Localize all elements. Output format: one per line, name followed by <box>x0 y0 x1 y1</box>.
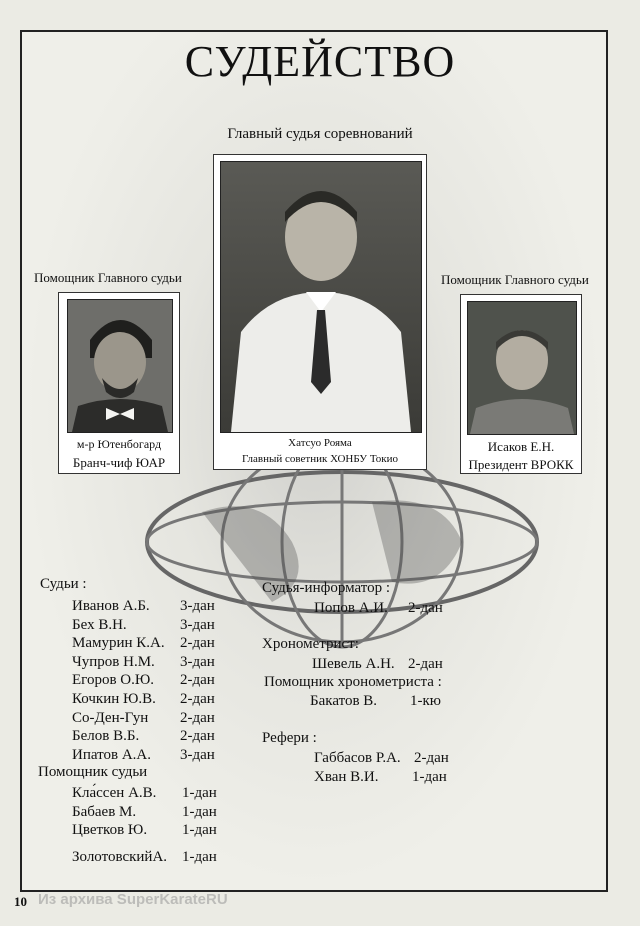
list-item: Хван В.И. 1-дан <box>314 768 447 785</box>
right-assistant-caption: Помощник Главного судьи <box>441 272 589 287</box>
list-item: Мамурин К.А. 2-дан <box>72 635 215 652</box>
judges-list <box>72 597 215 764</box>
timekeeper-assistant-entry: Бакатов В. 1-кю <box>310 693 441 709</box>
left-assistant-line2: Бранч-чиф ЮАР <box>72 455 166 470</box>
referees-heading: Рефери : <box>262 730 317 746</box>
informer-heading: Судья-информатор : <box>262 580 391 596</box>
left-assistant-portrait-icon <box>68 300 172 432</box>
left-assistant-caption: Помощник Главного судьи <box>34 270 182 285</box>
page-title: СУДЕЙСТВО <box>184 37 456 86</box>
assistant-judges-list <box>72 784 217 866</box>
list-item: Белов В.Б. 2-дан <box>72 728 215 745</box>
list-item: Со-Ден-Гун 2-дан <box>72 709 215 726</box>
right-assistant-photo <box>467 301 577 435</box>
left-assistant-card <box>58 292 180 474</box>
chief-judge-role: Главный советник ХОНБУ Токио <box>242 453 398 465</box>
list-item: Егоров О.Ю. 2-дан <box>72 672 215 689</box>
timekeeper-entry: Шевель А.Н. 2-дан <box>312 656 443 672</box>
right-assistant-card <box>460 294 582 474</box>
list-item: Цветков Ю. 1-дан <box>72 822 217 839</box>
left-assistant-photo <box>67 299 173 433</box>
chief-judge-name: Хатсуо Рояма <box>288 437 352 449</box>
right-assistant-line1: Исаков Е.Н. <box>487 439 555 454</box>
timekeeper-heading: Хронометрист: <box>262 636 359 652</box>
assistant-judges-heading: Помощник судьи <box>38 764 148 780</box>
chief-judge-card <box>213 154 427 470</box>
right-assistant-portrait-icon <box>468 302 576 434</box>
page-number: 10 <box>14 894 27 909</box>
list-item: Кочкин Ю.В. 2-дан <box>72 690 215 707</box>
list-item: Габбасов Р.А. 2-дан <box>314 750 449 766</box>
judges-heading: Судьи : <box>40 576 87 592</box>
left-assistant-line1: м-р Ютенбогард <box>76 437 162 451</box>
referees-list <box>314 749 449 786</box>
list-item: Бех В.Н. 3-дан <box>72 616 215 633</box>
list-item: Кла́ссен А.В. 1-дан <box>72 785 217 801</box>
timekeeper-assistant-heading: Помощник хронометриста : <box>264 674 442 690</box>
chief-judge-portrait-icon <box>221 162 421 432</box>
list-item: Иванов А.Б. 3-дан <box>72 598 215 614</box>
chief-caption: Главный судья соревнований <box>227 126 413 142</box>
informer-entry: Попов А.И. 2-дан <box>314 600 443 616</box>
archive-watermark: Из архива SuperKarateRU <box>38 891 228 908</box>
right-assistant-line2: Президент ВРОКК <box>468 457 574 472</box>
list-item: Ипатов А.А. 3-дан <box>72 746 215 763</box>
list-item: ЗолотовскийА. 1-дан <box>72 848 217 865</box>
chief-judge-photo <box>220 161 422 433</box>
list-item: Чупров Н.М. 3-дан <box>72 653 215 670</box>
list-item: Бабаев М. 1-дан <box>72 803 217 820</box>
